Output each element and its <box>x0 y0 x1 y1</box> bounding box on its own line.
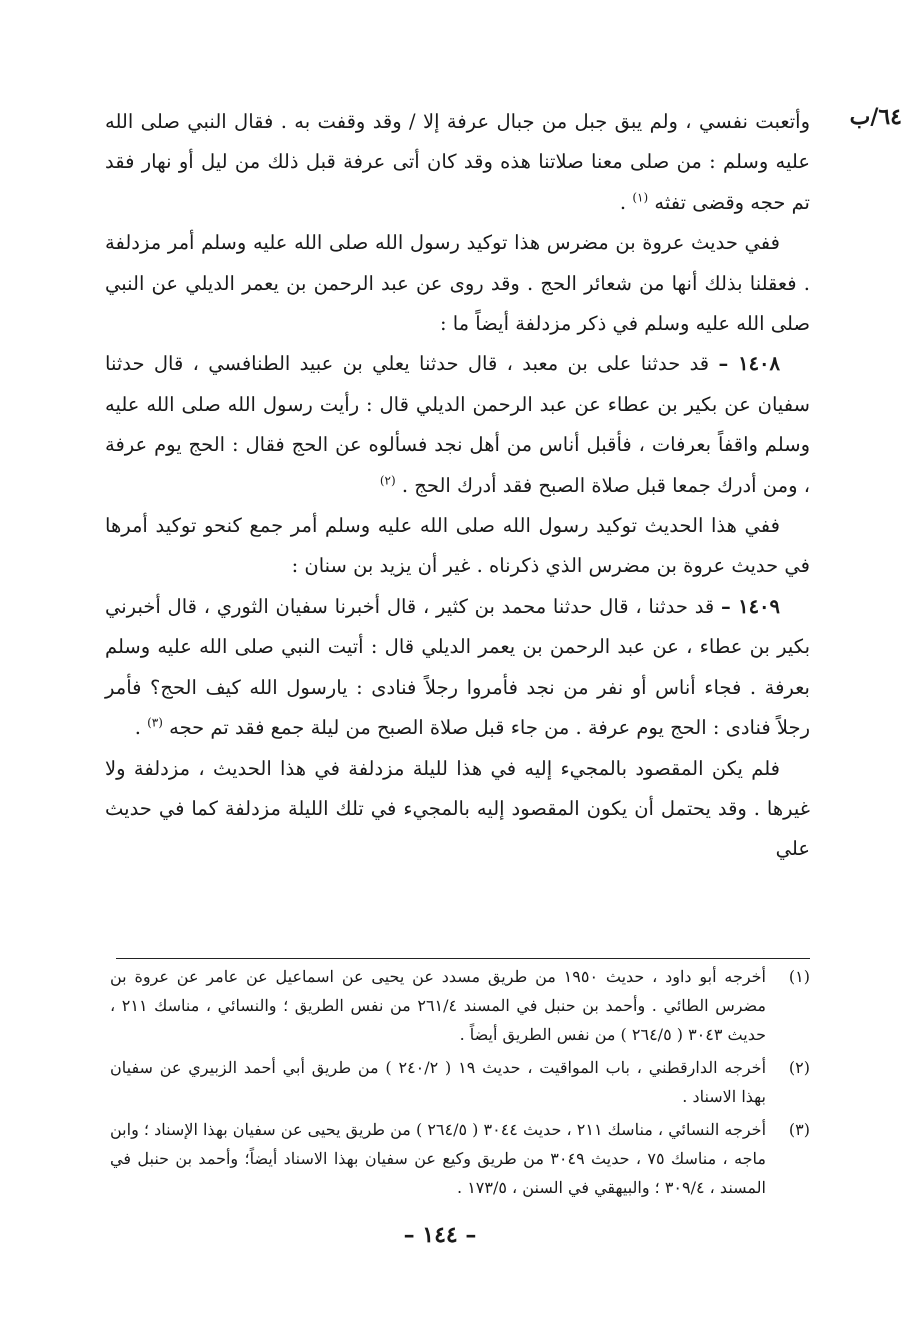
footnote-ref-2: (٢) <box>379 473 396 488</box>
footnotes <box>110 962 810 1206</box>
hadith-number: ١٤٠٨ – <box>718 352 780 376</box>
footnote-text: أخرجه أبو داود ، حديث ١٩٥٠ من طريق مسدد عن يحيى عن اسماعيل عن عامر عن عروة بن مضرس الطائي . وأحمد بن حنبل في المسند ٢٦١/٤ من نفس الطريق ؛ والنسائي ، مناسك ٢١١ ، حديث ٣٠٤٣ ( ٢٦٤/٥ ) من نفس الطريق أيضاً . <box>110 967 767 1044</box>
footnote-number: (٢) <box>788 1058 810 1077</box>
main-text <box>105 102 810 870</box>
paragraph-tail: . <box>619 190 633 214</box>
manuscript-folio-marker: ٦٤/ب <box>849 104 902 130</box>
footnote-1 <box>110 962 810 1049</box>
footnote-text: أخرجه النسائي ، مناسك ٢١١ ، حديث ٣٠٤٤ ( ٢٦٤/٥ ) من طريق يحيى عن سفيان بهذا الإسناد ؛ وابن ماجه ، مناسك ٧٥ ، حديث ٣٠٤٩ من طريق وكيع عن سفيان بهذا الاسناد أيضاً؛ وأحمد بن حنبل في المسند ، ٣٠٩/٤ ؛ والبيهقي في السنن ، ١٧٣/٥ . <box>110 1120 767 1197</box>
paragraph-text: ففي هذا الحديث توكيد رسول الله صلى الله عليه وسلم أمر جمع كنحو توكيد أمرها في حديث عروة بن مضرس الذي ذكرناه . غير أن يزيد بن سنان : <box>105 514 810 578</box>
footnote-2 <box>110 1053 810 1111</box>
footnote-text: أخرجه الدارقطني ، باب المواقيت ، حديث ١٩ ( ٢٤٠/٢ ) من طريق أبي أحمد الزبيري عن سفيان بهذا الاسناد . <box>110 1058 767 1106</box>
footnote-3 <box>110 1115 810 1202</box>
hadith-1409 <box>105 587 810 749</box>
page-number: – ١٤٤ – <box>403 1222 477 1248</box>
paragraph-4 <box>105 506 810 587</box>
paragraph-6 <box>105 749 810 870</box>
paragraph-text: فلم يكن المقصود بالمجيء إليه في هذا لليلة مزدلفة في هذا الحديث ، مزدلفة ولا غيرها . وقد يحتمل أن يكون المقصود إليه بالمجيء في تلك الليلة مزدلفة كما في حديث علي <box>105 756 810 861</box>
paragraph-text: ففي حديث عروة بن مضرس هذا توكيد رسول الله صلى الله عليه وسلم أمر مزدلفة . فعقلنا بذلك أنها من شعائر الحج . وقد روى عن عبد الرحمن بن يعمر الديلي عن النبي صلى الله عليه وسلم في ذكر مزدلفة أيضاً ما : <box>105 231 810 336</box>
paragraph-text: قد حدثنا ، قال حدثنا محمد بن كثير ، قال أخبرنا سفيان الثوري ، قال أخبرني بكير بن عطاء ، عن عبد الرحمن بن يعمر الديلي قال : أتيت النبي صلى الله عليه وسلم بعرفة . فجاء أناس أو نفر من نجد فأمروا رجلاً فنادى : يارسول الله كيف الحج؟ فأمر رجلاً فنادى : الحج يوم عرفة . من جاء قبل صلاة الصبح من ليلة جمع فقد تم حجه <box>105 594 810 740</box>
paragraph-2 <box>105 223 810 344</box>
paragraph-1 <box>105 102 810 223</box>
footnote-number: (١) <box>788 967 810 986</box>
footnote-number: (٣) <box>788 1120 810 1139</box>
footnote-ref-1: (١) <box>632 190 649 205</box>
paragraph-text: قد حدثنا على بن معبد ، قال حدثنا يعلي بن عبيد الطنافسي ، قال حدثنا سفيان عن بكير بن عطاء عن عبد الرحمن الديلي قال : رأيت رسول الله صلى الله عليه وسلم واقفاً بعرفات ، فأقبل أناس من أهل نجد فسألوه عن الحج فقال : الحج يوم عرفة ، ومن أدرك جمعا قبل صلاة الصبح فقد أدرك الحج . <box>105 352 810 497</box>
hadith-1408 <box>105 344 810 506</box>
hadith-number: ١٤٠٩ – <box>721 594 780 618</box>
footnote-ref-3: (٣) <box>147 715 163 730</box>
footnote-separator <box>116 958 810 959</box>
paragraph-text: وأتعبت نفسي ، ولم يبق جبل من جبال عرفة إلا / وقد وقفت به . فقال النبي صلى الله عليه وسلم : من صلى معنا صلاتنا هذه وقد كان أتى عرفة قبل ذلك من ليل أو نهار فقد تم حجه وقضى تفثه <box>105 110 810 214</box>
paragraph-tail: . <box>134 716 148 740</box>
